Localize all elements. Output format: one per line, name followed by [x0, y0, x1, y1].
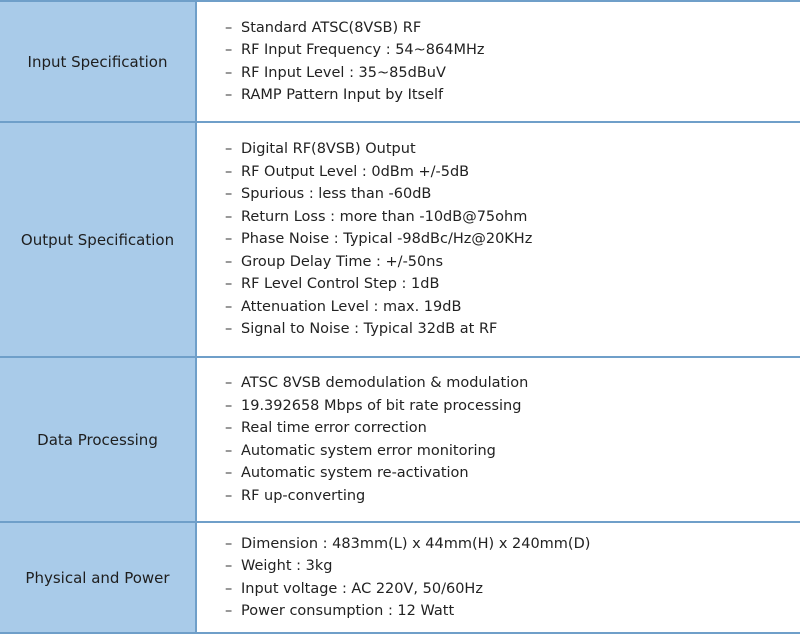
spec-list [225, 138, 800, 341]
spec-item: – Attenuation Level : max. 19dB [225, 296, 800, 319]
spec-item: – Automatic system re-activation [225, 462, 800, 485]
row-label: Output Specification [0, 123, 197, 356]
spec-item: – Return Loss : more than -10dB@75ohm [225, 206, 800, 229]
row-content [197, 2, 800, 121]
spec-item: – Power consumption : 12 Watt [225, 600, 800, 623]
spec-list [225, 17, 800, 107]
spec-item: – Automatic system error monitoring [225, 440, 800, 463]
row-label: Input Specification [0, 2, 197, 121]
spec-item: – RF up-converting [225, 485, 800, 508]
spec-item: – Dimension : 483mm(L) x 44mm(H) x 240mm(D) [225, 533, 800, 556]
row-input-specification [0, 2, 800, 121]
spec-item: – RF Input Frequency : 54~864MHz [225, 39, 800, 62]
spec-item: – 19.392658 Mbps of bit rate processing [225, 395, 800, 418]
spec-item: – Phase Noise : Typical -98dBc/Hz@20KHz [225, 228, 800, 251]
row-physical-and-power [0, 523, 800, 632]
row-label: Physical and Power [0, 523, 197, 632]
spec-item: – Group Delay Time : +/-50ns [225, 251, 800, 274]
row-content [197, 523, 800, 632]
row-output-specification [0, 123, 800, 356]
spec-item: – RF Input Level : 35~85dBuV [225, 62, 800, 85]
spec-list [225, 533, 800, 623]
spec-item: – Standard ATSC(8VSB) RF [225, 17, 800, 40]
spec-item: – Signal to Noise : Typical 32dB at RF [225, 318, 800, 341]
spec-list [225, 372, 800, 507]
spec-item: – RF Level Control Step : 1dB [225, 273, 800, 296]
spec-item: – Spurious : less than -60dB [225, 183, 800, 206]
spec-item: – RF Output Level : 0dBm +/-5dB [225, 161, 800, 184]
row-label: Data Processing [0, 358, 197, 521]
row-data-processing [0, 358, 800, 521]
spec-item: – Weight : 3kg [225, 555, 800, 578]
spec-item: – ATSC 8VSB demodulation & modulation [225, 372, 800, 395]
spec-item: – Input voltage : AC 220V, 50/60Hz [225, 578, 800, 601]
spec-item: – Real time error correction [225, 417, 800, 440]
spec-item: – Digital RF(8VSB) Output [225, 138, 800, 161]
row-content [197, 123, 800, 356]
spec-item: – RAMP Pattern Input by Itself [225, 84, 800, 107]
row-content [197, 358, 800, 521]
